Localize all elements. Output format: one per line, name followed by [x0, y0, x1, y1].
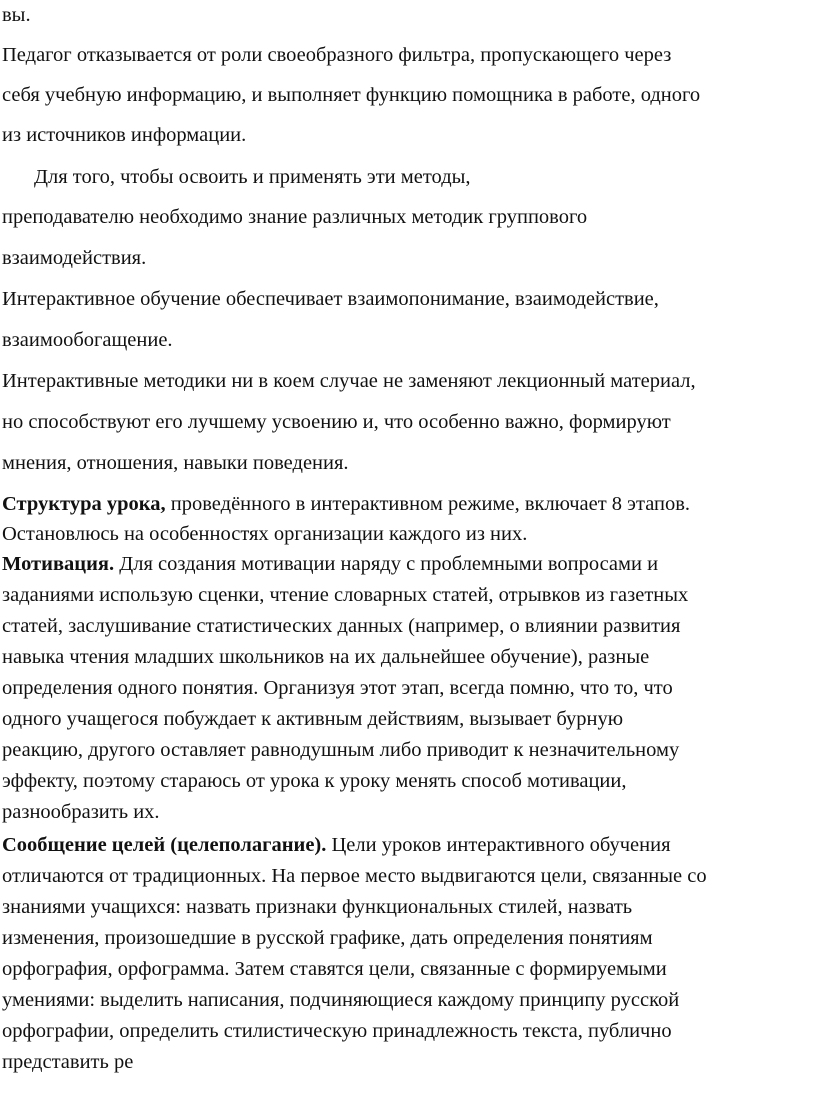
- text-line: орфографии, определить стилистическую принадлежность текста, публично: [2, 1020, 672, 1042]
- motivation-heading-line: [2, 553, 658, 576]
- structure-heading: Структура урока,: [2, 493, 166, 515]
- text-line: Для того, чтобы освоить и применять эти методы,: [34, 166, 471, 188]
- text-line: Интерактивные методики ни в коем случае не заменяют лекционный материал,: [2, 370, 696, 392]
- structure-text: проведённого в интерактивном режиме, включает 8 этапов.: [165, 493, 691, 515]
- text-line: умениями: выделить написания, подчиняющиеся каждому принципу русской: [2, 989, 680, 1011]
- text-line: эффекту, поэтому стараюсь от урока к уроку менять способ мотивации,: [2, 770, 627, 792]
- text-line: представить ре: [2, 1051, 134, 1073]
- text-line: навыка чтения младших школьников на их дальнейшее обучение), разные: [2, 646, 650, 668]
- text-line: Остановлюсь на особенностях организации каждого из них.: [2, 523, 528, 545]
- text-line: определения одного понятия. Организуя этот этап, всегда помню, что то, что: [2, 677, 673, 699]
- motivation-heading: Мотивация.: [2, 553, 115, 575]
- text-line: вы.: [2, 4, 31, 26]
- text-line: орфография, орфограмма. Затем ставятся цели, связанные с формируемыми: [2, 958, 667, 980]
- text-line: Педагог отказывается от роли своеобразного фильтра, пропускающего через: [2, 44, 672, 66]
- text-line: взаимодействия.: [2, 247, 147, 269]
- text-line: себя учебную информацию, и выполняет функцию помощника в работе, одного: [2, 84, 701, 106]
- text-line: статей, заслушивание статистических данных (например, о влиянии развития: [2, 615, 681, 637]
- text-line: но способствуют его лучшему усвоению и, что особенно важно, формируют: [2, 411, 671, 433]
- goals-heading-line: [2, 834, 671, 857]
- text-line: мнения, отношения, навыки поведения.: [2, 452, 349, 474]
- goals-heading: Сообщение целей (целеполагание).: [2, 834, 327, 856]
- text-line: преподавателю необходимо знание различных методик группового: [2, 206, 588, 228]
- structure-heading-line: [2, 493, 690, 516]
- text-line: отличаются от традиционных. На первое место выдвигаются цели, связанные со: [2, 865, 707, 887]
- motivation-text: Для создания мотивации наряду с проблемными вопросами и: [114, 553, 659, 575]
- text-line: заданиями использую сценки, чтение словарных статей, отрывков из газетных: [2, 584, 689, 606]
- text-line: Интерактивное обучение обеспечивает взаимопонимание, взаимодействие,: [2, 288, 659, 310]
- text-line: знаниями учащихся: назвать признаки функциональных стилей, назвать: [2, 896, 633, 918]
- text-line: взаимообогащение.: [2, 329, 173, 351]
- goals-text: Цели уроков интерактивного обучения: [326, 834, 671, 856]
- text-line: из источников информации.: [2, 124, 247, 146]
- text-line: одного учащегося побуждает к активным действиям, вызывает бурную: [2, 708, 624, 730]
- text-line: реакцию, другого оставляет равнодушным либо приводит к незначительному: [2, 739, 680, 761]
- text-line: разнообразить их.: [2, 801, 160, 823]
- text-line: изменения, произошедшие в русской графике, дать определения понятиям: [2, 927, 653, 949]
